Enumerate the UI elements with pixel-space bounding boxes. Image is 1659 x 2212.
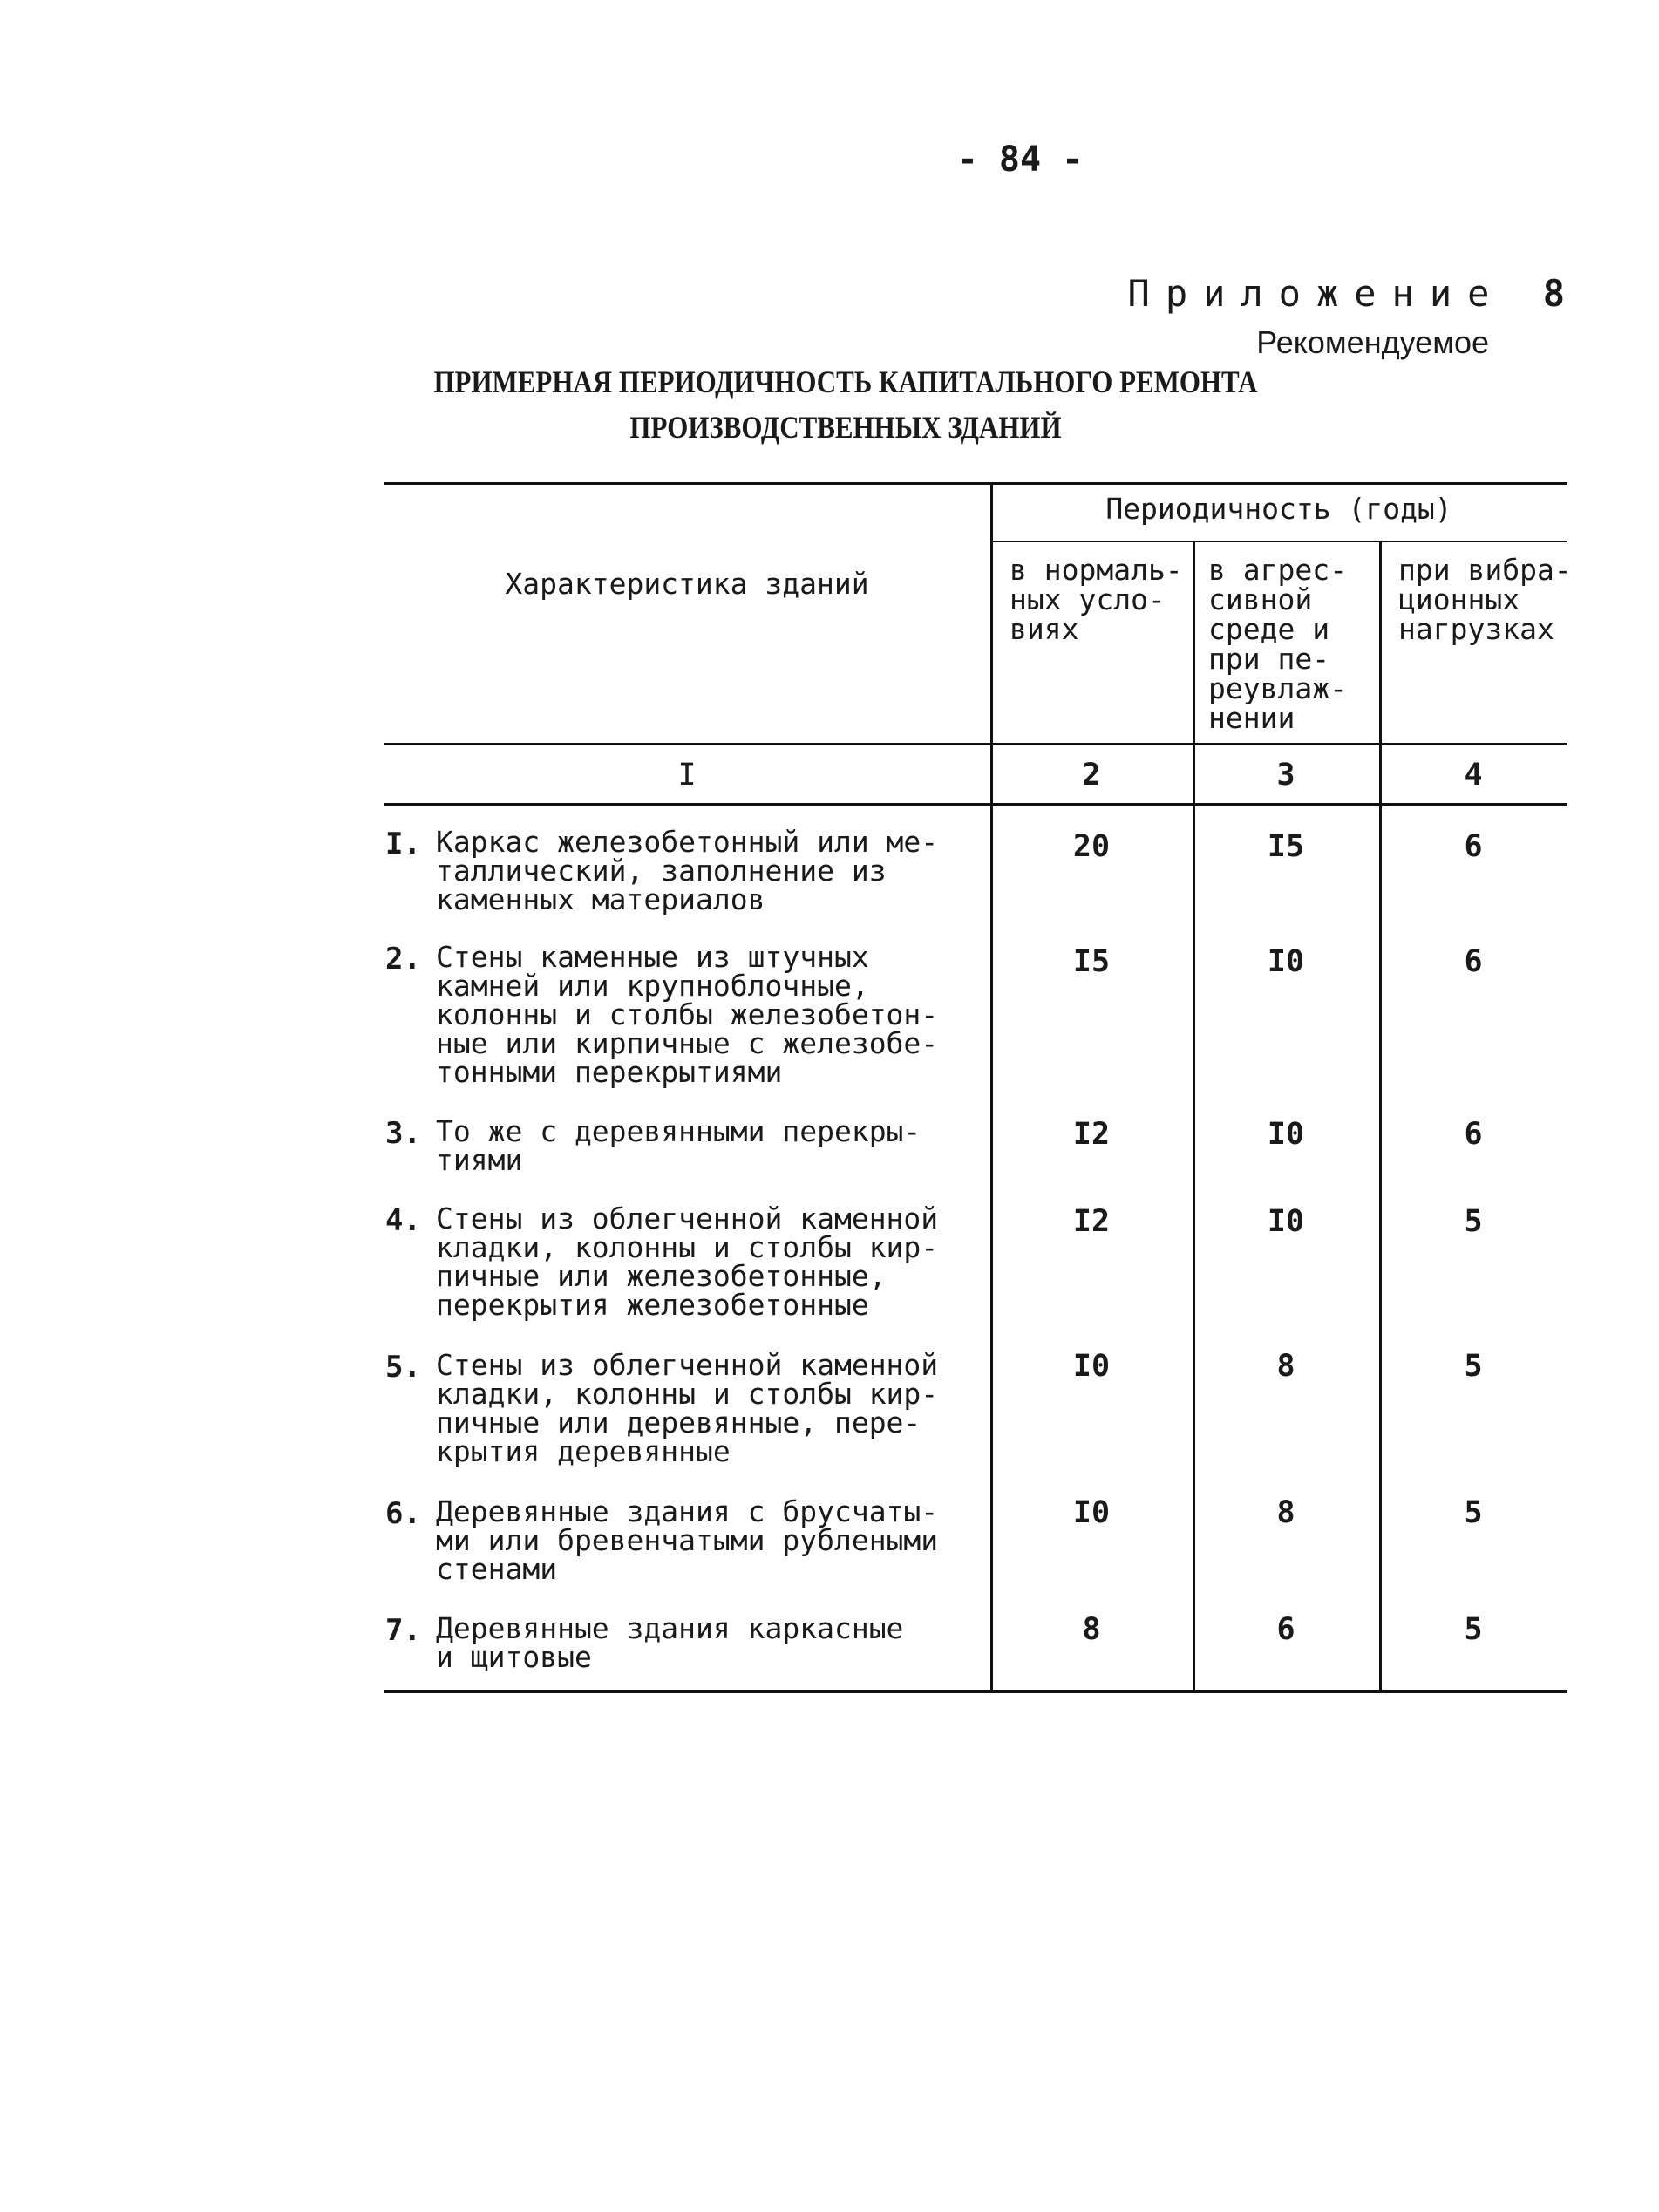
row-normal-value: I0 [1072, 1349, 1111, 1384]
header-characteristic: Характеристика зданий [505, 567, 869, 601]
row-normal-value: I0 [1072, 1495, 1111, 1530]
row-normal-value: I2 [1072, 1204, 1111, 1239]
appendix-label [1128, 272, 1565, 315]
document-title-line2: ПРОИЗВОДСТВЕННЫХ ЗДАНИЙ [629, 410, 1062, 445]
row-normal-value: 20 [1072, 829, 1111, 864]
row-number: 5. [385, 1350, 421, 1385]
header-periodicity-group: Периодичность (годы) [1105, 492, 1452, 526]
row-aggressive-value: I5 [1267, 829, 1305, 864]
row-vibration-value: 5 [1464, 1204, 1483, 1239]
row-vibration-value: 6 [1464, 829, 1483, 864]
col-number-1: I [677, 758, 697, 793]
row-number: I. [385, 827, 421, 861]
row-characteristic: Стены каменные из штучных камней или крупноблочные, колонны и столбы железобетон- ные или кирпичные с железобе- тонными перекрытиями [436, 940, 939, 1089]
header-normal-conditions: в нормаль- ных усло- виях [1010, 553, 1183, 646]
appendix-status: Рекомендуемое [1256, 324, 1489, 360]
row-characteristic: Деревянные здания каркасные и щитовые [436, 1611, 904, 1674]
page-number: - 84 - [956, 140, 1084, 180]
header-aggressive-environment: в агрес- сивной среде и при пе- реувлаж- нении [1208, 553, 1347, 735]
col-number-2: 2 [1082, 758, 1101, 793]
row-normal-value: 8 [1082, 1612, 1101, 1647]
col-numbers-bottom-border [384, 803, 1567, 806]
row-number: 6. [385, 1496, 421, 1531]
document-title [433, 359, 1258, 450]
row-aggressive-value: 6 [1276, 1612, 1295, 1647]
appendix-number: 8 [1542, 272, 1565, 315]
row-vibration-value: 5 [1464, 1612, 1483, 1647]
row-characteristic: Деревянные здания с брусчаты- ми или бревенчатыми рублеными стенами [436, 1494, 939, 1586]
repair-periodicity-table [384, 482, 1572, 1694]
row-vibration-value: 6 [1464, 1117, 1483, 1152]
appendix-label-text: Приложение [1127, 272, 1506, 315]
col-number-3: 3 [1276, 758, 1295, 793]
row-characteristic: Стены из облегченной каменной кладки, колонны и столбы кир- пичные или деревянные, пере- крытия деревянные [436, 1348, 939, 1468]
col-number-4: 4 [1464, 758, 1483, 793]
row-characteristic: То же с деревянными перекры- тиями [436, 1114, 921, 1177]
header-bottom-border [384, 743, 1567, 745]
row-normal-value: I5 [1072, 944, 1111, 979]
header-vibration-loads: при вибра- ционных нагрузках [1398, 553, 1572, 646]
row-aggressive-value: I0 [1267, 1204, 1305, 1239]
table-bottom-border [384, 1690, 1567, 1693]
row-normal-value: I2 [1072, 1117, 1111, 1152]
row-number: 7. [385, 1613, 421, 1648]
row-characteristic: Стены из облегченной каменной кладки, колонны и столбы кир- пичные или железобетонные, перекрытия железобетонные [436, 1201, 939, 1322]
row-number: 2. [385, 942, 421, 977]
table-top-border [384, 482, 1567, 485]
row-vibration-value: 5 [1464, 1495, 1483, 1530]
row-number: 3. [385, 1116, 421, 1151]
row-aggressive-value: 8 [1276, 1495, 1295, 1530]
row-aggressive-value: I0 [1267, 944, 1305, 979]
row-number: 4. [385, 1203, 421, 1238]
row-characteristic: Каркас железобетонный или ме- таллический, заполнение из каменных материалов [436, 825, 939, 916]
row-aggressive-value: I0 [1267, 1117, 1305, 1152]
row-vibration-value: 6 [1464, 944, 1483, 979]
row-vibration-value: 5 [1464, 1349, 1483, 1384]
document-title-line1: ПРИМЕРНАЯ ПЕРИОДИЧНОСТЬ КАПИТАЛЬНОГО РЕМОНТА [433, 364, 1258, 399]
row-aggressive-value: 8 [1276, 1349, 1295, 1384]
group-header-divider [990, 541, 1567, 542]
